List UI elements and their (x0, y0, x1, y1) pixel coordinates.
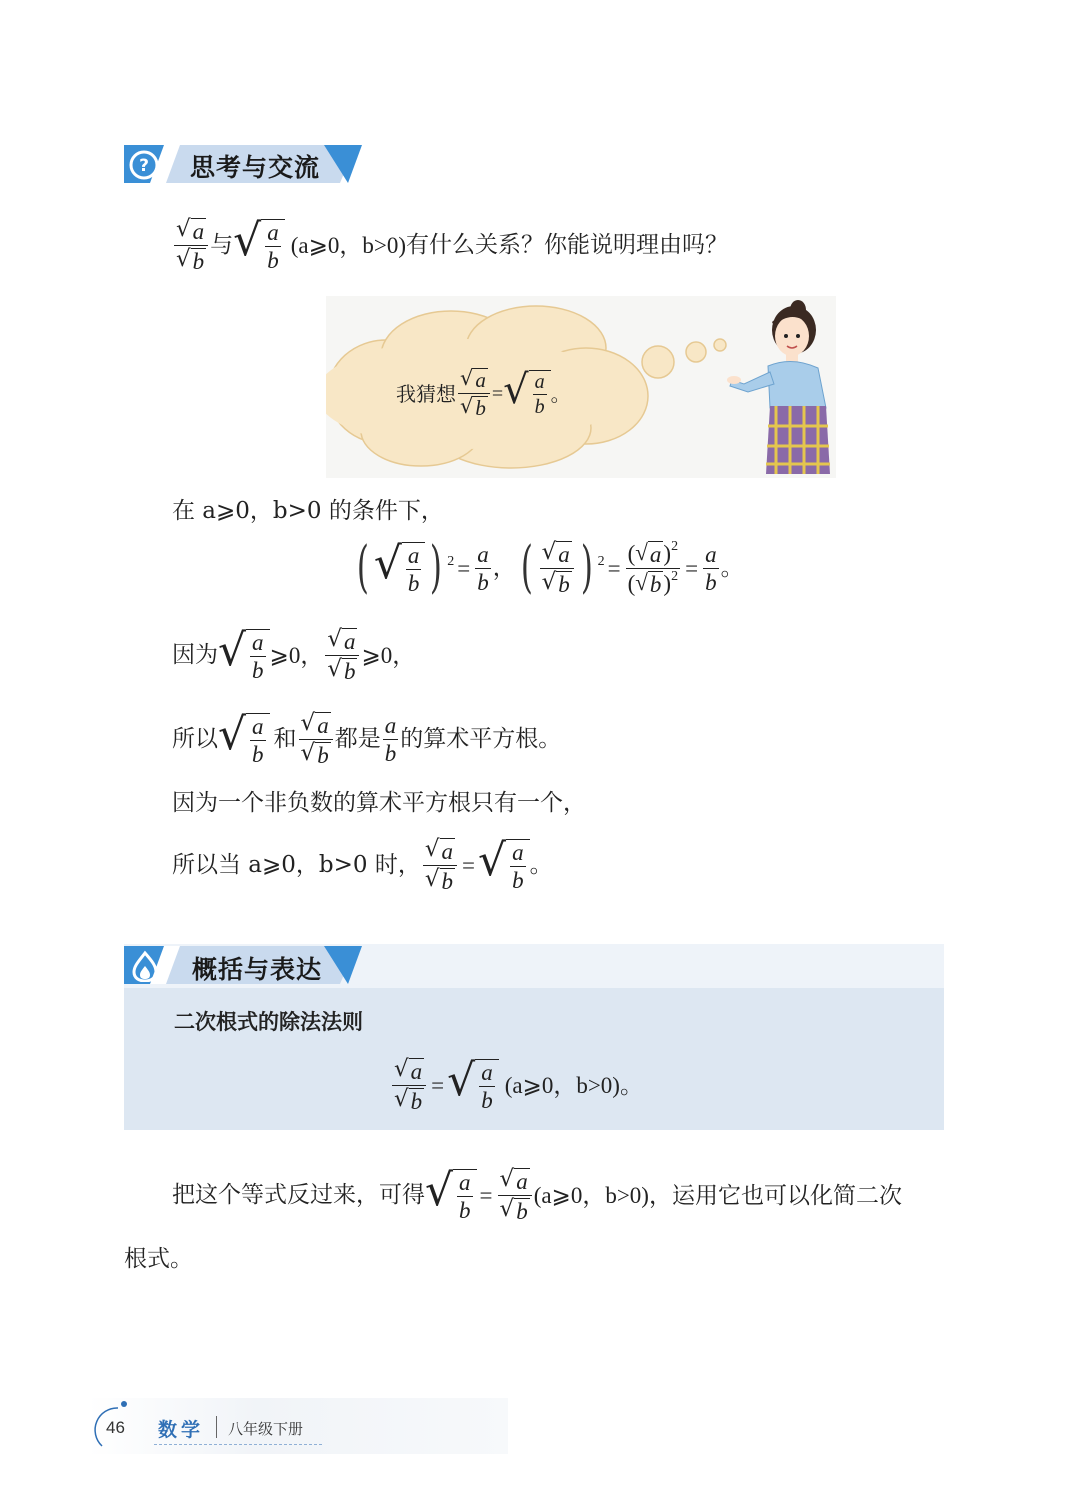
equals-sign: = (607, 555, 621, 581)
question-mid: 与 (210, 232, 234, 258)
right-paren: ) (580, 535, 593, 600)
proof-line-6 (172, 835, 553, 894)
svg-text:?: ? (139, 156, 149, 176)
footer (88, 1398, 508, 1454)
line3-ge: ⩾0， (269, 643, 324, 668)
footer-dashed-rule (154, 1444, 322, 1445)
equals-sign: = (457, 555, 471, 581)
fraction-sqrt-a-over-sqrt-b: √ a √ b (458, 368, 490, 419)
sqrt-a-over-b: √ $\frac{a}{b}$ (425, 1169, 477, 1222)
illustration (326, 296, 836, 478)
bubble-text (396, 368, 571, 419)
question-line (172, 215, 728, 274)
fraction-sqrt-a-over-sqrt-b: √ a √ b (299, 712, 333, 767)
period: 。 (720, 554, 744, 581)
section-title: 概括与表达 (192, 955, 323, 984)
footer-subject: 数学 (158, 1419, 205, 1441)
sqrt-a-over-b: √ $\frac{a}{b}$ (374, 542, 426, 595)
question-icon (128, 149, 160, 181)
fraction-a-over-b: $\frac{a}{b}$ (384, 713, 397, 766)
left-paren: ( (356, 535, 369, 600)
sqrt-a-over-b: √ $\frac{a}{b}$ (478, 839, 530, 892)
sqrt-a-over-b: √ $\frac{a}{b}$ (218, 629, 270, 682)
fraction-sqrt-a-over-sqrt-b: √ a √ b (392, 1058, 426, 1113)
fraction-a-over-b: $\frac{a}{b}$ (477, 541, 489, 595)
fraction-sqrt-a-over-sqrt-b: √ a √ b (325, 628, 359, 683)
fraction-sqrt-a-over-sqrt-b: √ a √ b (540, 541, 574, 596)
sqrt-a-over-b: √ $\frac{a}{b}$ (447, 1059, 499, 1112)
fraction-sqrt-a-over-sqrt-b: √ a √ b (423, 838, 457, 893)
closing-cond: (a⩾0，b>0)，运用它也可以化简二次 (533, 1183, 902, 1208)
proof-line-2-equation (352, 535, 744, 600)
equals-sign: = (685, 555, 699, 581)
flame-icon (130, 950, 160, 982)
line6-lead: 所以当 a⩾0，b>0 时， (172, 852, 421, 878)
line3-lead: 因为 (172, 642, 218, 668)
girl-figure (726, 296, 836, 478)
proof-line-1: 在 a⩾0，b>0 的条件下， (172, 498, 444, 524)
line3-ge2: ⩾0， (361, 643, 416, 668)
fraction-sqrt-a-over-sqrt-b: √ a √ b (174, 218, 208, 273)
fraction-a-over-b: $\frac{a}{b}$ (705, 541, 717, 595)
line4-and: 和 (273, 726, 297, 752)
equals-sign: = (462, 853, 476, 878)
proof-line-3 (172, 625, 416, 684)
rule-title: 二次根式的除法法则 (174, 1010, 363, 1034)
rule-cond: (a⩾0，b>0)。 (504, 1073, 643, 1098)
question-cond: (a⩾0，b>0) (290, 233, 406, 258)
question-text: 有什么关系？你能说明理由吗？ (405, 232, 728, 258)
equals-sign: = (479, 1183, 493, 1208)
section-title: 思考与交流 (190, 153, 321, 182)
bubble-lead: 我猜想 (396, 381, 456, 406)
equals-sign: = (491, 382, 504, 405)
exponent-2: 2 (447, 554, 455, 569)
sqrt-a-over-b: √ $\frac{a}{b}$ (218, 713, 270, 766)
proof-line-5: 因为一个非负数的算术平方根只有一个， (172, 790, 586, 816)
closing-line-1 (172, 1165, 902, 1224)
fraction-squared-roots: ( √ a ) $^2$ ( √ b ) $^2$ (627, 539, 679, 597)
closing-lead: 把这个等式反过来，可得 (172, 1182, 425, 1208)
comma: ， (492, 554, 516, 581)
left-paren: ( (520, 535, 533, 600)
sqrt-a-over-b: √ $\frac{a}{b}$ (503, 370, 551, 417)
line4-mid: 都是 (334, 726, 381, 752)
right-paren: ) (430, 535, 443, 600)
fraction-sqrt-a-over-sqrt-b: √ a √ b (498, 1168, 532, 1223)
closing-line-2: 根式。 (124, 1246, 193, 1272)
line4-lead: 所以 (172, 726, 218, 752)
proof-line-4 (172, 709, 562, 768)
exponent-2: 2 (597, 554, 605, 569)
rule-equation (390, 1055, 643, 1114)
line6-end: 。 (529, 852, 553, 878)
footer-grade: 八年级下册 (228, 1420, 304, 1438)
sqrt-a-over-b: √ $\frac{a}{b}$ (233, 219, 285, 272)
equals-sign: = (431, 1073, 445, 1098)
page-number: 46 (106, 1418, 125, 1437)
line4-end: 的算术平方根。 (400, 726, 562, 752)
bubble-end: 。 (550, 381, 571, 406)
footer-divider (216, 1416, 217, 1438)
